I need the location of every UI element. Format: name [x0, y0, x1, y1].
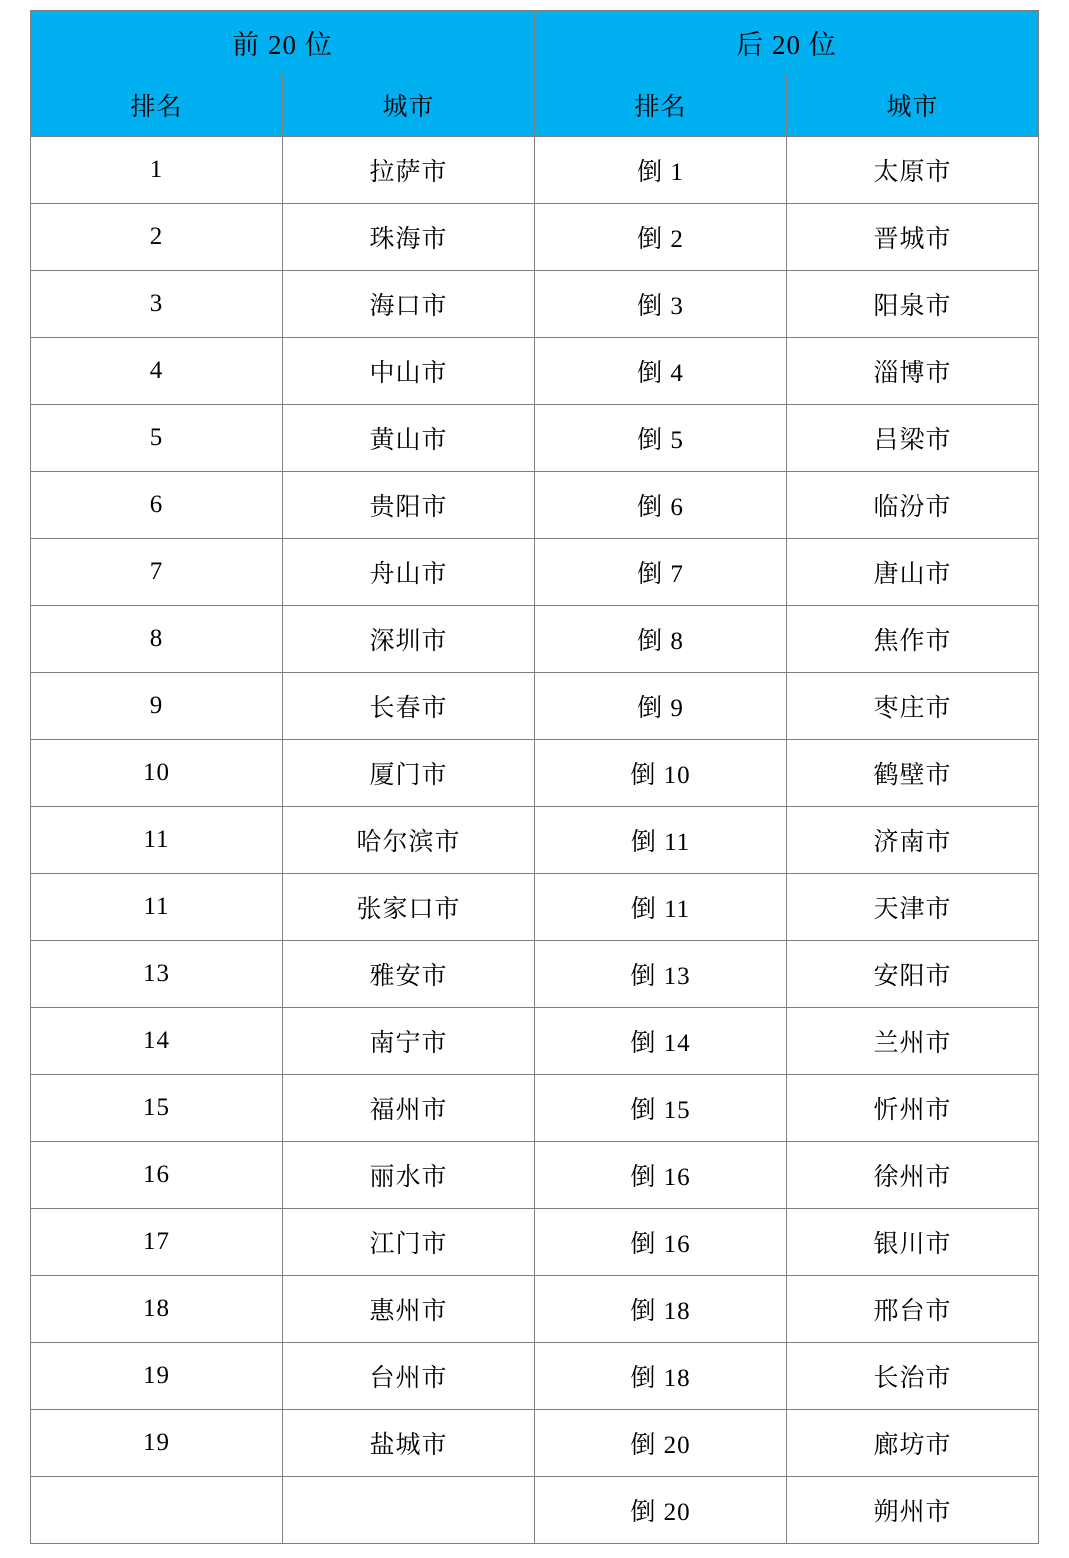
cell-city-bottom: 徐州市 [787, 1142, 1039, 1209]
table-row [31, 606, 1039, 673]
cell-rank-bottom: 倒 18 [535, 1343, 787, 1410]
table-row [31, 1276, 1039, 1343]
table-row [31, 1209, 1039, 1276]
cell-rank-top: 18 [31, 1276, 283, 1343]
cell-city-top: 惠州市 [283, 1276, 535, 1343]
cell-rank-bottom: 倒 1 [535, 137, 787, 204]
group-header-bottom20: 后 20 位 [535, 11, 1039, 74]
cell-rank-bottom: 倒 7 [535, 539, 787, 606]
cell-city-top: 贵阳市 [283, 472, 535, 539]
table-row [31, 1477, 1039, 1544]
cell-rank-top: 2 [31, 204, 283, 271]
table-row [31, 338, 1039, 405]
cell-city-top: 江门市 [283, 1209, 535, 1276]
cell-rank-top: 10 [31, 740, 283, 807]
cell-rank-top: 8 [31, 606, 283, 673]
cell-city-top: 中山市 [283, 338, 535, 405]
cell-city-top: 深圳市 [283, 606, 535, 673]
cell-rank-bottom: 倒 15 [535, 1075, 787, 1142]
cell-city-bottom: 阳泉市 [787, 271, 1039, 338]
table-row [31, 1008, 1039, 1075]
table-row [31, 1410, 1039, 1477]
table-row [31, 941, 1039, 1008]
cell-city-top: 厦门市 [283, 740, 535, 807]
column-header-rank-top: 排名 [31, 74, 283, 137]
cell-city-bottom: 安阳市 [787, 941, 1039, 1008]
cell-rank-bottom: 倒 20 [535, 1477, 787, 1544]
cell-rank-top: 6 [31, 472, 283, 539]
cell-city-top [283, 1477, 535, 1544]
cell-rank-top: 7 [31, 539, 283, 606]
table-row [31, 1075, 1039, 1142]
cell-city-bottom: 天津市 [787, 874, 1039, 941]
group-header-top20: 前 20 位 [31, 11, 535, 74]
cell-city-bottom: 忻州市 [787, 1075, 1039, 1142]
cell-rank-bottom: 倒 16 [535, 1209, 787, 1276]
table-row [31, 405, 1039, 472]
cell-rank-bottom: 倒 13 [535, 941, 787, 1008]
cell-city-top: 长春市 [283, 673, 535, 740]
cell-rank-bottom: 倒 16 [535, 1142, 787, 1209]
cell-rank-bottom: 倒 14 [535, 1008, 787, 1075]
group-header-row [31, 11, 1039, 74]
cell-rank-top: 11 [31, 874, 283, 941]
cell-city-bottom: 临汾市 [787, 472, 1039, 539]
cell-city-top: 哈尔滨市 [283, 807, 535, 874]
cell-city-bottom: 淄博市 [787, 338, 1039, 405]
cell-rank-top: 19 [31, 1343, 283, 1410]
cell-rank-bottom: 倒 6 [535, 472, 787, 539]
cell-city-top: 舟山市 [283, 539, 535, 606]
cell-rank-top: 4 [31, 338, 283, 405]
cell-city-bottom: 朔州市 [787, 1477, 1039, 1544]
table-row [31, 204, 1039, 271]
cell-city-top: 台州市 [283, 1343, 535, 1410]
cell-rank-top: 3 [31, 271, 283, 338]
cell-rank-top: 11 [31, 807, 283, 874]
table-row [31, 740, 1039, 807]
cell-rank-bottom: 倒 20 [535, 1410, 787, 1477]
cell-city-bottom: 太原市 [787, 137, 1039, 204]
cell-rank-top: 14 [31, 1008, 283, 1075]
column-header-row [31, 74, 1039, 137]
cell-city-bottom: 焦作市 [787, 606, 1039, 673]
cell-rank-bottom: 倒 11 [535, 874, 787, 941]
cell-city-bottom: 枣庄市 [787, 673, 1039, 740]
cell-city-bottom: 邢台市 [787, 1276, 1039, 1343]
cell-rank-bottom: 倒 3 [535, 271, 787, 338]
cell-rank-top: 17 [31, 1209, 283, 1276]
cell-rank-top: 13 [31, 941, 283, 1008]
column-header-rank-bottom: 排名 [535, 74, 787, 137]
cell-city-bottom: 济南市 [787, 807, 1039, 874]
cell-city-top: 拉萨市 [283, 137, 535, 204]
table-row [31, 874, 1039, 941]
column-header-city-bottom: 城市 [787, 74, 1039, 137]
cell-city-bottom: 晋城市 [787, 204, 1039, 271]
cell-rank-bottom: 倒 5 [535, 405, 787, 472]
table-row [31, 137, 1039, 204]
cell-rank-bottom: 倒 2 [535, 204, 787, 271]
cell-rank-bottom: 倒 18 [535, 1276, 787, 1343]
cell-city-bottom: 吕梁市 [787, 405, 1039, 472]
table-row [31, 472, 1039, 539]
cell-city-top: 张家口市 [283, 874, 535, 941]
cell-rank-top: 9 [31, 673, 283, 740]
cell-rank-top: 19 [31, 1410, 283, 1477]
cell-city-bottom: 唐山市 [787, 539, 1039, 606]
table-row [31, 673, 1039, 740]
table-head [31, 11, 1039, 137]
table-row [31, 1343, 1039, 1410]
cell-city-top: 黄山市 [283, 405, 535, 472]
cell-rank-bottom: 倒 10 [535, 740, 787, 807]
cell-rank-top [31, 1477, 283, 1544]
cell-city-top: 珠海市 [283, 204, 535, 271]
cell-rank-bottom: 倒 11 [535, 807, 787, 874]
cell-city-bottom: 鹤壁市 [787, 740, 1039, 807]
cell-city-bottom: 长治市 [787, 1343, 1039, 1410]
cell-rank-top: 5 [31, 405, 283, 472]
city-ranking-table [30, 10, 1039, 1544]
cell-city-top: 丽水市 [283, 1142, 535, 1209]
cell-rank-bottom: 倒 8 [535, 606, 787, 673]
cell-city-top: 盐城市 [283, 1410, 535, 1477]
cell-city-bottom: 廊坊市 [787, 1410, 1039, 1477]
table-row [31, 271, 1039, 338]
cell-city-bottom: 兰州市 [787, 1008, 1039, 1075]
cell-city-top: 雅安市 [283, 941, 535, 1008]
table-row [31, 539, 1039, 606]
cell-rank-top: 16 [31, 1142, 283, 1209]
cell-city-top: 福州市 [283, 1075, 535, 1142]
cell-rank-top: 1 [31, 137, 283, 204]
table-row [31, 807, 1039, 874]
table-row [31, 1142, 1039, 1209]
cell-rank-top: 15 [31, 1075, 283, 1142]
column-header-city-top: 城市 [283, 74, 535, 137]
table-body [31, 137, 1039, 1544]
cell-city-top: 南宁市 [283, 1008, 535, 1075]
cell-rank-bottom: 倒 9 [535, 673, 787, 740]
cell-rank-bottom: 倒 4 [535, 338, 787, 405]
cell-city-top: 海口市 [283, 271, 535, 338]
cell-city-bottom: 银川市 [787, 1209, 1039, 1276]
